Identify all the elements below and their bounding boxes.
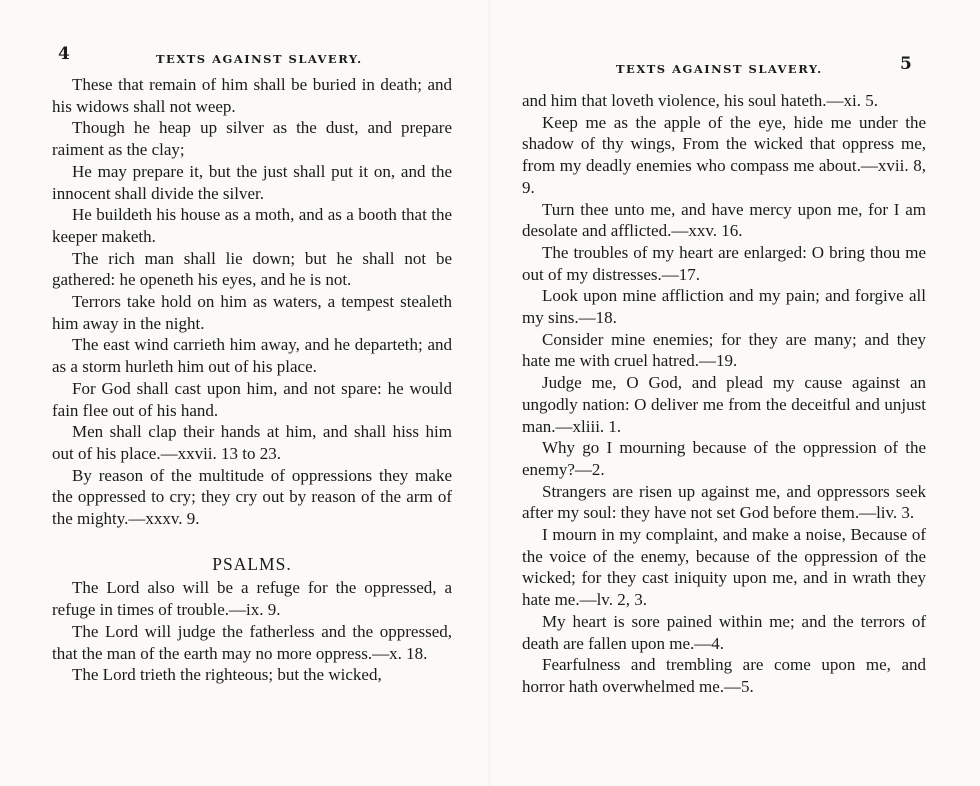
- right-paragraph-5: Consider mine enemies; for they are many; and they hate me with cruel hatred.—19.: [522, 329, 926, 371]
- left-paragraph-5: The rich man shall lie down; but he shall not be gathered: he openeth his eyes, and he is not.: [52, 248, 452, 290]
- left-paragraph-6: Terrors take hold on him as waters, a tempest stealeth him away in the night.: [52, 292, 452, 333]
- psalms-paragraph-1: The Lord also will be a refuge for the oppressed, a refuge in times of trouble.—ix. 9.: [52, 578, 452, 620]
- right-paragraph-7: Why go I mourning because of the oppression of the enemy?—2.: [522, 438, 926, 479]
- continuation-line: and him that loveth violence, his soul hateth.—xi. 5.: [522, 91, 878, 110]
- page-number-right: 5: [900, 54, 912, 74]
- right-paragraph-4: Look upon mine affliction and my pain; and forgive all my sins.—18.: [522, 286, 926, 328]
- left-page: [0, 0, 488, 786]
- right-paragraph-6: Judge me, O God, and plead my cause against an ungodly nation: O deliver me from the deceitful and unjust man.—xliii. 1.: [522, 373, 926, 436]
- right-paragraph-3: The troubles of my heart are enlarged: O bring thou me out of my distresses.—17.: [522, 242, 926, 284]
- right-paragraph-8: Strangers are risen up against me, and oppressors seek after my soul: they have not set God before them.—liv. 3.: [522, 481, 926, 523]
- section-title-psalms: PSALMS.: [212, 553, 292, 574]
- right-page: [492, 0, 980, 786]
- right-paragraph-2: Turn thee unto me, and have mercy upon me, for I am desolate and afflicted.—xxv. 16.: [522, 199, 926, 241]
- left-page-body: [52, 74, 452, 686]
- right-paragraph-9: I mourn in my complaint, and make a noise, Because of the voice of the enemy, because of the oppression of the wicked; for they cast iniquity upon me, and in wrath they hate me.—lv. 2, 3.: [522, 525, 926, 610]
- left-paragraph-2: Though he heap up silver as the dust, and prepare raiment as the clay;: [52, 118, 452, 160]
- psalms-paragraph-2: The Lord will judge the fatherless and the oppressed, that the man of the earth may no more oppress.—x. 18.: [52, 621, 452, 663]
- left-paragraph-10: By reason of the multitude of oppressions they make the oppressed to cry; they cry out by reason of the arm of the mighty.—xxxv. 9.: [52, 465, 452, 529]
- left-paragraph-8: For God shall cast upon him, and not spare: he would fain flee out of his hand.: [52, 378, 452, 420]
- left-paragraph-9: Men shall clap their hands at him, and shall hiss him out of his place.—xxvii. 13 to 23.: [52, 422, 452, 463]
- right-paragraph-1: Keep me as the apple of the eye, hide me under the shadow of thy wings, From the wicked that oppress me, from my deadly enemies who compass me about.—xvii. 8, 9.: [522, 112, 926, 197]
- left-paragraph-1: These that remain of him shall be buried in death; and his widows shall not weep.: [52, 75, 452, 116]
- page-number-left: 4: [58, 44, 70, 64]
- right-paragraph-11: Fearfulness and trembling are come upon me, and horror hath overwhelmed me.—5.: [522, 655, 926, 696]
- running-head-left: TEXTS AGAINST SLAVERY.: [156, 52, 363, 66]
- left-paragraph-4: He buildeth his house as a moth, and as a booth that the keeper maketh.: [52, 205, 452, 246]
- right-paragraph-10: My heart is sore pained within me; and the terrors of death are fallen upon me.—4.: [522, 611, 926, 653]
- psalms-paragraph-3: The Lord trieth the righteous; but the wicked,: [72, 665, 382, 685]
- left-paragraph-7: The east wind carrieth him away, and he departeth; and as a storm hurleth him out of his place.: [52, 335, 452, 377]
- left-paragraph-3: He may prepare it, but the just shall put it on, and the innocent shall divide the silver.: [52, 161, 452, 203]
- right-page-body: [522, 90, 926, 698]
- running-head-right: TEXTS AGAINST SLAVERY.: [616, 62, 823, 76]
